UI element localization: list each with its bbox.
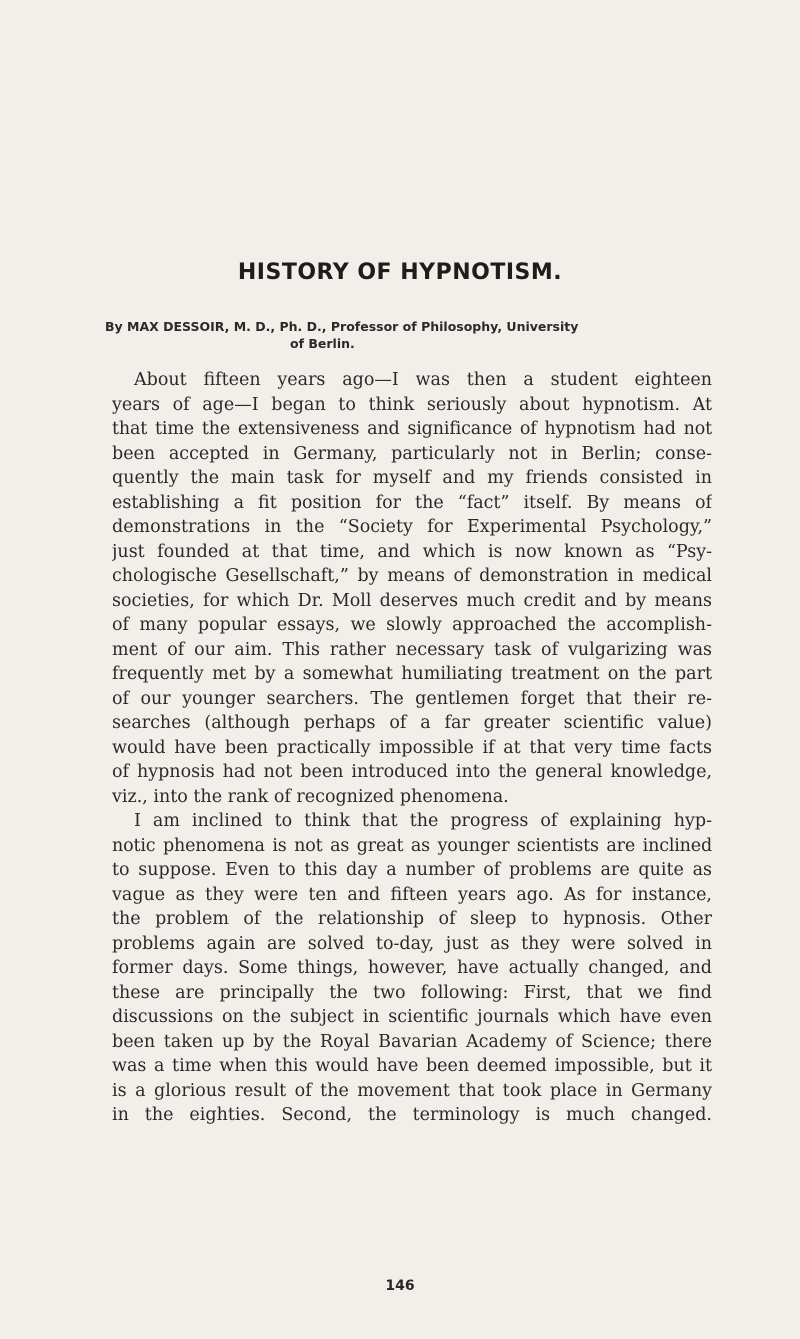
text-line: viz., into the rank of recognized phenomena.	[112, 786, 509, 807]
text-line: the problem of the relationship of sleep to hypnosis. Other	[112, 909, 712, 929]
byline-line-2: of Berlin.	[290, 336, 355, 351]
article-title: HISTORY OF HYPNOTISM.	[237, 260, 563, 285]
text-line: discussions on the subject in scientific journals which have even	[112, 1007, 712, 1027]
text-line: About fifteen years ago—I was then a student eighteen	[134, 370, 712, 390]
text-line: of our younger searchers. The gentlemen forget that their re-	[112, 688, 712, 709]
article-body	[112, 368, 712, 1128]
byline-line-1: By MAX DESSOIR, M. D., Ph. D., Professor of Philosophy, University	[105, 319, 579, 334]
author-byline	[105, 318, 725, 352]
text-line: vague as they were ten and fifteen years ago. As for instance,	[112, 884, 712, 905]
text-line: frequently met by a somewhat humiliating treatment on the part	[112, 664, 712, 684]
text-line: to suppose. Even to this day a number of problems are quite as	[112, 860, 712, 880]
paragraph-2	[112, 809, 712, 1128]
text-line: been taken up by the Royal Bavarian Academy of Science; there	[112, 1031, 712, 1052]
text-line: is a glorious result of the movement that took place in Germany	[112, 1080, 712, 1101]
text-line: demonstrations in the “Society for Experimental Psychology,”	[112, 517, 712, 537]
text-line: been accepted in Germany, particularly not in Berlin; conse-	[112, 443, 712, 464]
text-line: I am inclined to think that the progress of explaining hyp-	[134, 811, 712, 831]
paragraph-1	[112, 368, 712, 809]
text-line: problems again are solved to-day, just as they were solved in	[112, 933, 712, 954]
text-line: former days. Some things, however, have actually changed, and	[112, 958, 712, 978]
text-line: in the eighties. Second, the terminology is much changed.	[112, 1105, 712, 1125]
text-line: these are principally the two following: First, that we find	[112, 982, 712, 1003]
text-line: that time the extensiveness and significance of hypnotism had not	[112, 419, 712, 439]
text-line: years of age—I began to think seriously about hypnotism. At	[112, 394, 712, 415]
text-line: of hypnosis had not been introduced into the general knowledge,	[112, 762, 712, 782]
text-line: of many popular essays, we slowly approached the accomplish-	[112, 615, 712, 635]
text-line: societies, for which Dr. Moll deserves much credit and by means	[112, 590, 712, 611]
text-line: searches (although perhaps of a far greater scientific value)	[112, 713, 712, 733]
page-number: 146	[385, 1278, 415, 1294]
text-line: would have been practically impossible if at that very time facts	[112, 737, 712, 758]
text-line: was a time when this would have been deemed impossible, but it	[112, 1056, 712, 1076]
text-line: notic phenomena is not as great as younger scientists are inclined	[112, 835, 712, 856]
text-line: just founded at that time, and which is now known as “Psy-	[112, 541, 712, 562]
text-line: ment of our aim. This rather necessary task of vulgarizing was	[112, 639, 712, 660]
text-line: quently the main task for myself and my friends consisted in	[112, 468, 712, 488]
text-line: chologische Gesellschaft,” by means of demonstration in medical	[112, 566, 712, 586]
text-line: establishing a fit position for the “fact” itself. By means of	[112, 492, 712, 513]
